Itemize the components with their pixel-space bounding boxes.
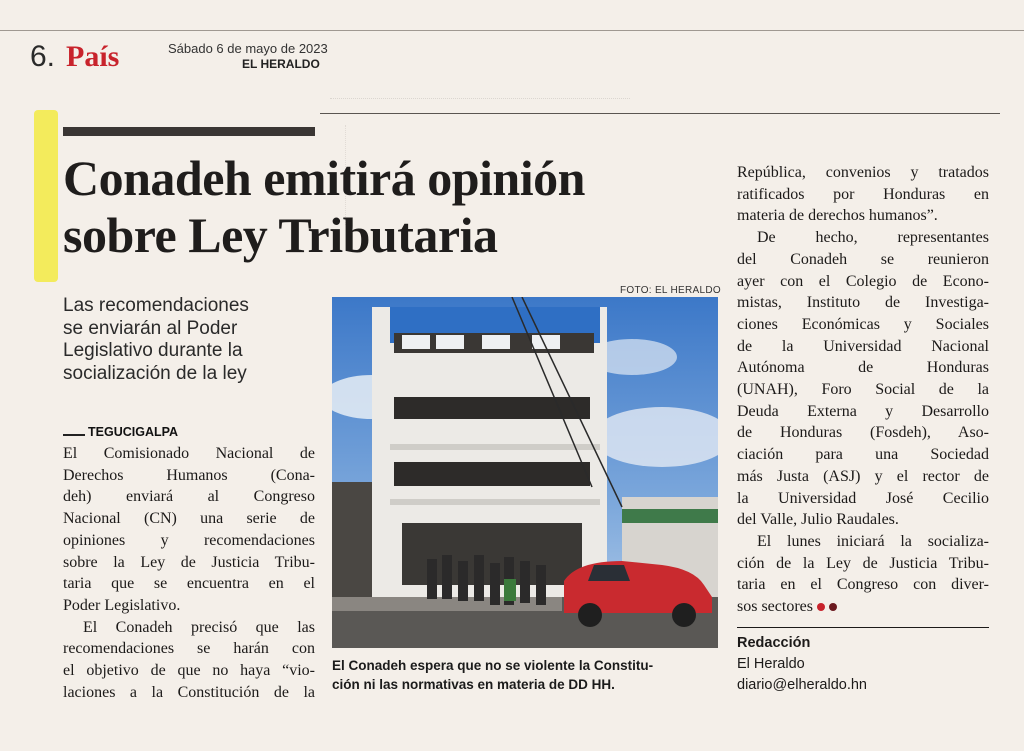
- body-line: opiniones y recomendaciones: [63, 531, 315, 549]
- body-column-3: [737, 162, 989, 618]
- building-photo: [332, 297, 718, 648]
- body-line: De hecho, representantes: [757, 229, 989, 247]
- bleed-through: [330, 98, 630, 111]
- body-line: materia de derechos humanos”.: [737, 207, 938, 225]
- byline-email: diario@elheraldo.hn: [737, 677, 867, 693]
- top-rule: [0, 30, 1024, 31]
- body-column-1: [63, 443, 315, 703]
- deck-line: Legislativo durante la: [63, 340, 243, 361]
- headline-line: sobre Ley Tributaria: [63, 207, 498, 263]
- body-line: El Conadeh precisó que las: [83, 618, 315, 636]
- deck-line: socialización de la ley: [63, 362, 247, 384]
- section-title: País: [66, 40, 120, 73]
- body-line: ciación para una Sociedad: [737, 446, 989, 464]
- headline: [63, 150, 733, 264]
- body-line: ción de la Ley de Justicia Tribu-: [737, 554, 989, 572]
- body-line: deh) enviará al Congreso: [63, 488, 315, 506]
- body-line: la Universidad José Cecilio: [737, 489, 989, 507]
- body-line: (UNAH), Foro Social de la: [737, 381, 989, 399]
- deck-line: se enviarán al Poder: [63, 317, 238, 339]
- byline-title: Redacción: [737, 635, 811, 651]
- end-mark-icon: [817, 603, 825, 611]
- body-line: taria que se encuentra en el: [63, 575, 315, 593]
- end-mark-icon: [829, 603, 837, 611]
- body-line: recomendaciones se harán con: [63, 640, 315, 658]
- headline-bar: [63, 127, 315, 136]
- body-line: El Comisionado Nacional de: [63, 445, 315, 462]
- column-rule: [320, 113, 1000, 114]
- body-line: sos sectores: [737, 598, 813, 616]
- body-line: el objetivo de que no haya “vio-: [63, 662, 315, 680]
- body-line-end: [737, 596, 989, 618]
- deck: [63, 295, 313, 385]
- body-line: Poder Legislativo.: [63, 596, 181, 614]
- highlighter-mark: [34, 110, 58, 282]
- body-line: del Conadeh se reunieron: [737, 250, 989, 268]
- dateline: TEGUCIGALPA: [88, 425, 179, 439]
- deck-line: Las recomendaciones: [63, 295, 249, 316]
- body-line: taria en el Congreso con diver-: [737, 576, 989, 594]
- body-line: del Valle, Julio Raudales.: [737, 511, 899, 529]
- body-line: mistas, Instituto de Investiga-: [737, 294, 989, 312]
- body-line: República, convenios y tratados: [737, 164, 989, 181]
- body-line: más Justa (ASJ) y el rector de: [737, 467, 989, 485]
- photo-caption: [332, 656, 722, 694]
- byline-outlet: El Heraldo: [737, 656, 805, 672]
- byline-rule: [737, 627, 989, 628]
- headline-line: Conadeh emitirá opinión: [63, 150, 585, 206]
- body-line: de la Universidad Nacional: [737, 337, 989, 355]
- body-line: Derechos Humanos (Cona-: [63, 466, 315, 484]
- body-line: laciones a la Constitución de la: [63, 683, 315, 701]
- body-line: Deuda Externa y Desarrollo: [737, 402, 989, 420]
- body-line: Nacional (CN) una serie de: [63, 510, 315, 528]
- body-line: sobre la Ley de Justicia Tribu-: [63, 553, 315, 571]
- body-line: ciones Económicas y Sociales: [737, 315, 989, 333]
- caption-line: ción ni las normativas en materia de DD HH.: [332, 677, 615, 692]
- body-line: Autónoma de Honduras: [737, 359, 989, 377]
- caption-line: El Conadeh espera que no se violente la Constitu-: [332, 658, 654, 673]
- photo-credit: FOTO: EL HERALDO: [620, 285, 721, 296]
- newspaper-name: EL HERALDO: [242, 57, 320, 71]
- body-line: ratificados por Honduras en: [737, 185, 989, 203]
- issue-date: Sábado 6 de mayo de 2023: [168, 41, 328, 56]
- body-line: ayer con el Colegio de Econo-: [737, 272, 989, 290]
- body-line: El lunes iniciará la socializa-: [757, 532, 989, 550]
- dateline-bar: [63, 434, 85, 436]
- page-number: 6.: [30, 40, 56, 73]
- body-line: de Honduras (Fosdeh), Aso-: [737, 424, 989, 442]
